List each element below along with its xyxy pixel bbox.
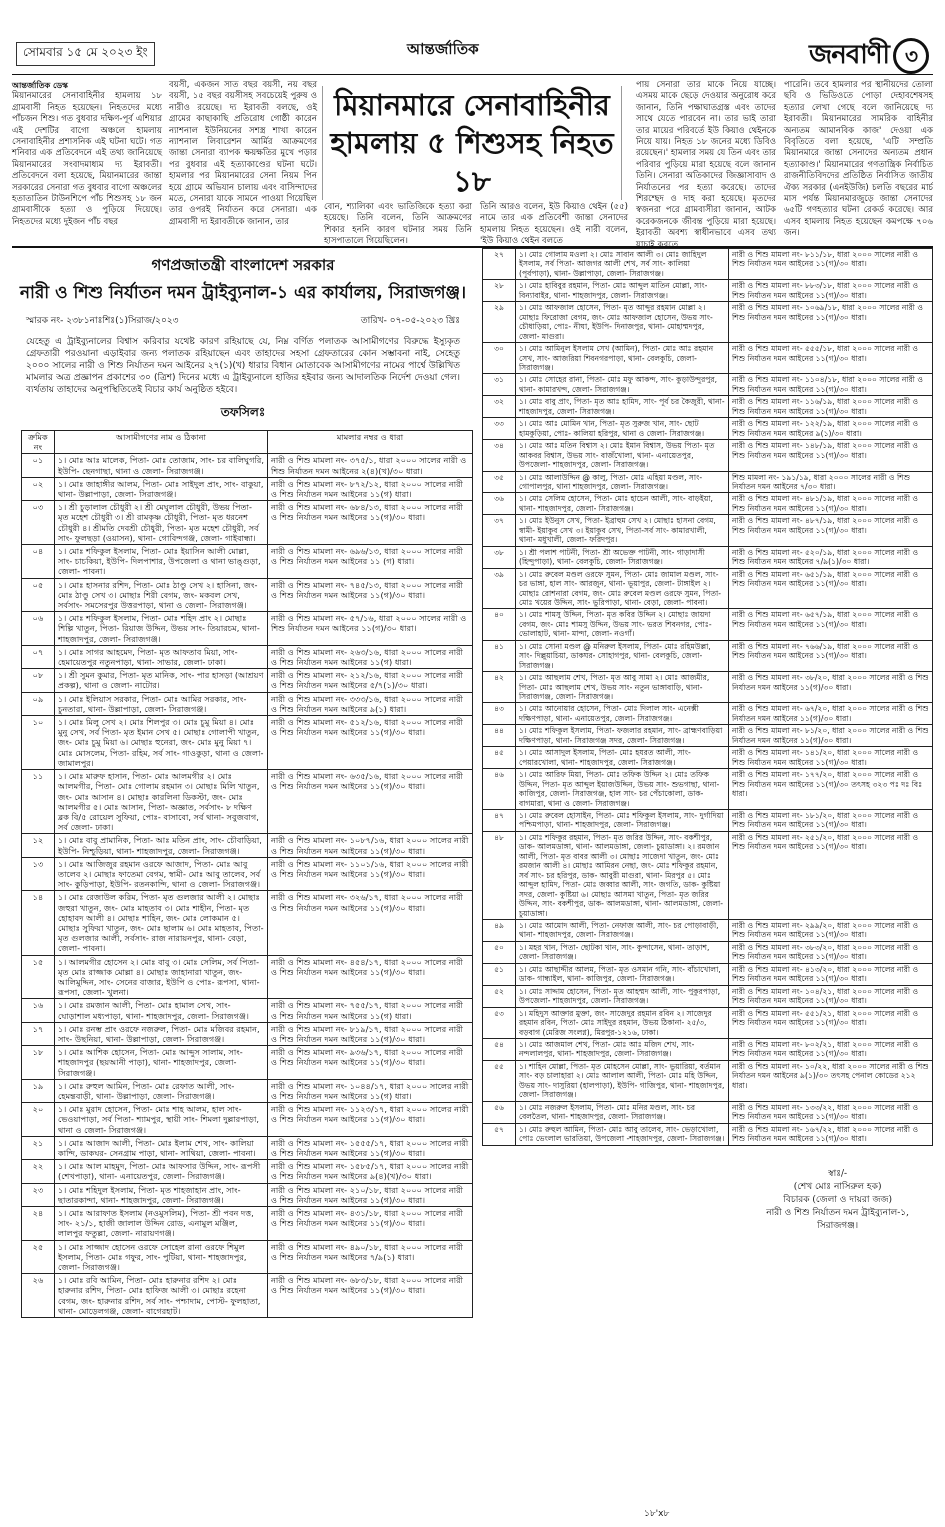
table-row [483,440,933,471]
table-row [483,515,933,546]
table-row [22,770,473,834]
table-body-left [22,454,473,1318]
serial-cell: ২৩ [22,1183,55,1206]
accused-cell: ১। শ্রী চুড়ালাল চৌধুরী ২। শ্রী মেঘুলাল চৌধুরী, উভয় পিতা- মৃত মহেশ চৌধুরী ৩। শ্রী রামকৃষ্ণ চৌধুরী, পিতা- মৃত ধরনেশ চৌধুরী ৪। শ্রীমতি দেবশ্রী চৌধুরী, পিতা- মৃত মহেশ চৌধুরী, সর্ব সাং- ফুলছড়া (ওয়াসন), থানা- গোবিন্দগঞ্জ, জেলা- গাইবান্ধা। [55,501,268,545]
case-cell: নারী ও শিশু মামলা নং- ১৫৮৫/১৭, ধারা ২০০০ সালের নারী ও শিশু নির্যাতন দমন আইনের ৯(৪)(খ)/৩০ ধারা। [268,1160,473,1183]
table-row [483,546,933,568]
accused-cell: ১। মোঃ সোনা মণ্ডল @ মনিরুল ইসলাম, পিতা- মোঃ রহিমউল্লা, সাং- দিল্লুয়াচিয়া, ডাকঘর- সোহাগপুর, থানা- বেলকুচি, জেলা- সিরাজগঞ্জ। [516,640,729,671]
table-row [483,941,933,963]
case-cell: নারী ও শিশু মামলা নং- ৮০২/২১, ধারা ২০০০ সালের নারী ও শিশু নির্যাতন দমন আইনের ১১(গ)/৩০ ধারা। [729,1038,933,1060]
accused-cell: ১। মোঃ শফিকুর রহমান, পিতা- মৃত জরির উদ্দিন, সাং- বকশীপুর, ডাক- আলমডাঙ্গা, থানা- আলমডাঙ্গা, জেলা- চুয়াডাঙ্গা। ২। রমজান আলী, পিতা- মৃত বাবর আলী ৩। মোছাঃ সাজেদা খাতুন, জং- মোঃ রমজান আলী ৪। মোছাঃ আমিরন নেছা, জং- মোঃ শফিকুর রহমান, সর্ব সাং- চর হরিপুর, ডাক- আবুরী মাগুরা, থানা- মিরপুর ৫। মোঃ আব্দুল হামিদ, পিতা- মোঃ জব্বার আলী, সাং- জগতি, ডাক- কুষ্টিয়া সদর, জেলা- কুষ্টিয়া ৬। মোছাঃ আসমা খাতুন, পিতা- মৃত জরির উদ্দিন, সাং- বকশীপুর, ডাক- আলমডাঙ্গা, থানা- আলমডাঙ্গা, জেলা- চুয়াডাঙ্গা। [516,831,729,919]
serial-cell: ১৮ [22,1046,55,1080]
accused-cell: ১। মোঃ আফজাল হোসেন, পিতা- মৃত আব্দুর রহমান মোল্লা ২। মোছাঃ ফিরোজা বেগম, জং- মোঃ আফজাল হোসেন, উভয় সাং- চৌধাড়িয়া, পোঃ- নীঘা, ইউপি- দিনাজপুর, থানা- মোহাম্মদপুর, জেলা- মাগুরা। [516,302,729,343]
table-row [483,1007,933,1038]
table-row [22,645,473,668]
case-cell: নারী ও শিশু মামলা নং- ৩৮/২০, ধারা ২০০০ সালের নারী ও শিশু নির্যাতন দমন আইনের ১১(গ)/৩০ ধারা। [729,672,933,703]
serial-cell: ০৩ [22,501,55,545]
accused-cell: ১। মোঃ রুহুল আমিন, পিতা- মোঃ রেফাত আলী, সাং- হেমন্তবাড়ী, থানা- উল্লাপাড়া, জেলা- সিরাজগঞ্জ। [55,1079,268,1102]
memo-number: স্মারক নং- ২৩৮১নাঃশিঃ(১)সিরাজ/২০২৩ [26,316,179,326]
case-cell: নারী ও শিশু মামলা নং- ৪৩১/১৮, ধারা ২০০০ সালের নারী ও শিশু নির্যাতন দমন আইনের ১১(গ)/৩০ ধারা। [268,1207,473,1241]
accused-cell: ১। মোঃ আঃ মোমিন খান, পিতা- মৃত সুরুজ খান, সাং- ছোট হামকুড়িয়া, পোঃ- কালিয়া হরিপুর, থানা ও জেলা- সিরাজগঞ্জ। [516,418,729,440]
serial-cell: ৩৬ [483,493,516,515]
col-header-serial: ক্রমিক নং [22,431,55,454]
accused-cell: ১। মোঃ আনোয়ার হোসেন, পিতা- মোঃ দিলাল সাং- এনেক্সী দক্ষিণপাড়া, থানা- এনায়েতপুর, জেলা- সিরাজগঞ্জ। [516,703,729,725]
serial-cell: ৩৩ [483,418,516,440]
table-row [483,985,933,1007]
table-row [22,1136,473,1159]
table-row [483,374,933,396]
table-row [483,810,933,832]
accused-cell: ১। মোঃ শহিদুল ইসলাম, পিতা- মৃত শাহজাহান প্রাং, সাং- ছাতারকান্দা, থানা- শাহজাদপুর, জেলা- সিরাজগঞ্জ। [55,1183,268,1206]
col-header-case: মামলার নম্বর ও ধারা [268,431,473,454]
table-row [22,999,473,1022]
serial-cell: ১০ [22,716,55,770]
case-cell: নারী ও শিশু মামলা নং- ৩২৬/১৭, ধারা ২০০০ সালের নারী ও শিশু নির্যাতন দমন আইনের ১১(গ)/৩০ ধারা। [268,891,473,955]
ad-code: ১৮'x৮ [644,1509,670,1519]
table-row [22,454,473,477]
accused-cell: ১। মোঃ বাবু প্রাং, পিতা- মৃত আঃ হামিদ, সাং- পূর্ব চর কৈজুরী, থানা- শাহজাদপুর, জেলা- সিরাজগঞ্জ। [516,396,729,418]
serial-cell: ২৪ [22,1207,55,1241]
accused-cell: ১। মোঃ আছাদ্দীর আলম, পিতা- মৃত ওসমান গনি, সাং- বাঁচাখোলা, ডাক- গান্ধাইল, থানা- কাজিপুর, জেলা- সিরাজগঞ্জ। [516,963,729,985]
accused-cell: ১। মোঃ সাদ্দাম হোসেন, পিতা- মৃত আহম্মদ আলী, সাং- পুকুরপাড়া, উপজেলা- শাহজাদপুর, জেলা- সিরাজগঞ্জ। [516,985,729,1007]
case-cell: নারী ও শিশু মামলা নং- ২৫১/২০, ধারা ২০০০ সালের নারী ও শিশু নির্যাতন দমন আইনের ১১(গ)/৩০ ধারা। [729,831,933,919]
table-row [483,1060,933,1101]
table-row [22,1274,473,1318]
table-row [483,343,933,374]
case-cell: নারী ও শিশু মামলা নং- ৮৮৩/১৮, ধারা ২০০০ সালের নারী ও শিশু নির্যাতন দমন আইনের ১১(গ)/৩০ ধারা। [729,280,933,302]
accused-cell: ১। মোঃ আরিফ মিয়া, পিতা- মোঃ তফিক উদ্দিন ২। মোঃ তফিক উদ্দিন, পিতা- মৃত আব্দুল ইয়াজউদ্দিন, উভয় সাং- শুভগাছা, থানা- কাজিপুর, জেলা- সিরাজগঞ্জ, হাল সাং- চর পেঁচাকোলা, ডাক- বাগমারা, থানা ও জেলা- সিরাজগঞ্জ। [516,769,729,810]
table-row [483,672,933,703]
accused-cell: ১। মোঃ সাগর আহমেদ, পিতা- মৃত আফতাব মিয়া, সাং- হেমায়েতপুর নতুনপাড়া, থানা- সাভার, জেলা- ঢাকা। [55,645,268,668]
accused-cell: ১। মোঃ আজাদ আলী, পিতা- মোঃ ইলাম শেখ, সাং- কালিয়া কান্দি, ডাকঘর- সেনগ্রাম পাড়া, থানা- সাথিয়া, জেলা- পাবনা। [55,1136,268,1159]
table-row [483,831,933,919]
case-cell: নারী ও শিশু মামলা নং- ১৩৩/২২, ধারা ২০০০ সালের নারী ও শিশু নির্যাতন দমন আইনের ১১(গ)/৩০ ধারা। [729,1101,933,1123]
accused-cell: ১। মোঃ হাসনার রশিদ, পিতা- মোঃ ঠাণ্ডু সেখ ২। হাসিনা, জং- মোঃ ঠাণ্ডু সেখ ৩। মোছাঃ শিরী বেগম, জং- মকবল সেখ, সর্বসাং- সমসেরপুর উত্তরপাড়া, থানা ও জেলা- সিরাজগঞ্জ। [55,578,268,612]
serial-cell: ০৭ [22,645,55,668]
table-row [483,703,933,725]
table-row [483,769,933,810]
serial-cell: ২৫ [22,1240,55,1274]
case-cell: নারী ও শিশু মামলা নং- ২৬৩/১৬, ধারা ২০০০ সালের নারী ও শিশু নির্যাতন দমন আইনের ১১(গ) ধারা। [268,645,473,668]
table-row [22,1160,473,1183]
serial-cell: ৪৪ [483,725,516,747]
accused-cell: ১। মোঃ রনম্ভ প্রাং ওরফে নজরুল, পিতা- মোঃ মজিবর রহমান, সাং- উছনিয়া, থানা- উল্লাপাড়া, জেলা- সিরাজগঞ্জ। [55,1022,268,1045]
case-cell: নারী ও শিশু মামলা নং- ৮৭২/১২, ধারা ২০০০ সালের নারী ও শিশু নির্যাতন দমন আইনের ১১(গ) ধারা। [268,477,473,500]
serial-cell: ৪৮ [483,831,516,919]
table-row [22,1183,473,1206]
table-row [22,501,473,545]
serial-cell: ২১ [22,1136,55,1159]
table-row [22,477,473,500]
serial-cell: ২৯ [483,302,516,343]
case-cell: নারী ও শিশু মামলা নং- ১৪১/২০, ধারা ২০০০ সালের নারী ও শিশু নির্যাতন দমন আইনের ১১(গ)/৩০ ধারা। [729,747,933,769]
accused-cell: ১। মোঃ গোলাম মওলা ২। মোঃ সাবান আলী ৩। মোঃ জাহিদুল ইসলাম, সর্ব পিতা- আজগর আলী শেখ, সর্ব সাং- কালিয়া (পূর্বপাড়া), থানা- উল্লাপাড়া, জেলা- সিরাজগঞ্জ। [516,249,729,280]
accused-cell: ১। মোঃ মুরাদ হোসেন, পিতা- মোঃ শাহ আলম, হাল সাং- ভেওয়াপাড়া, সর্ব পিতা- শ্যামপুর, স্থায়ী সাং- শিমলা দুল্লারপাড়া, থানা ও জেলা- সিরাজগঞ্জ। [55,1103,268,1137]
serial-cell: ৩৪ [483,440,516,471]
serial-cell: ৩০ [483,343,516,374]
case-cell: নারী ও শিশু মামলা নং- ১০৬৯/১৮, ধারা ২০০০ সালের নারী ও শিশু নির্যাতন দমন আইনের ১১(গ)/৩০ ধারা। [729,302,933,343]
serial-cell: ০৮ [22,669,55,692]
accused-cell: ১। মোঃ আছলাম শেখ, পিতা- মৃত আবু সামা ২। মোঃ আজমীর, পিতা- মোঃ আছলাম শেখ, উভয় সাং- নতুন ভাঙ্গাবাড়ি, থানা- সিরাজগঞ্জ, জেলা- সিরাজগঞ্জ। [516,672,729,703]
serial-cell: ২০ [22,1103,55,1137]
case-cell: নারী ও শিশু মামলা নং- ৯৩৬/১৭, ধারা ২০০০ সালের নারী ও শিশু নির্যাতন দমন আইনের ১১(গ)/৩০ ধারা। [268,1046,473,1080]
serial-cell: ৪৫ [483,747,516,769]
table-row [483,568,933,609]
table-row [483,280,933,302]
signature-sd: স্বাঃ/- [828,1168,848,1179]
case-cell: নারী ও শিশু মামলা নং- ৬৩৫/১৬, ধারা ২০০০ সালের নারী ও শিশু নির্যাতন দমন আইনের ১১(গ)/৩০ ধারা। [268,770,473,834]
notice-government: গণপ্রজাতন্ত্রী বাংলাদেশ সরকার [151,256,335,274]
case-cell: নারী ও শিশু মামলা নং- ৭৪৫/১৩, ধারা ২০০০ সালের নারী ও শিশু নির্যাতন দমন আইনের ১১(গ)/৩০ ধারা। [268,578,473,612]
col-header-name: আসামীগণের নাম ও ঠিকানা [55,431,268,454]
table-row [483,725,933,747]
table-row [22,1103,473,1137]
accused-cell: ১। মোঃ আরাফাত ইসলাম (নওমুসলিম), পিতা- শ্রী পবন দত্ত, সাং- ২১/১, হাজী জালাল উদ্দিন রোড, এনামুল মঞ্জিল, লালপুর ফতুল্লা, জেলা- নারায়ণগঞ্জ। [55,1207,268,1241]
notice-left-column [12,248,474,1318]
case-cell: নারী ও শিশু মামলা নং- ২১০/১৮, ধারা ২০০০ সালের নারী ও শিশু নির্যাতন দমন আইনের ১১(গ)/৩০ ধারা। [268,1183,473,1206]
signature-place: সিরাজগঞ্জ। [817,1220,859,1231]
serial-cell: ১৪ [22,891,55,955]
article-byline: আন্তর্জাতিক ডেস্ক [12,81,68,90]
serial-cell: ৩৭ [483,515,516,546]
article-col-4: তিনি আরও বলেন, ইউ কিয়াও থেইন (৫৫) নামে তার এক প্রতিবেশী জান্তা সেনাদের হামলায় নিহত হয়েছেন। ওই নারী বলেন, 'ইউ কিয়াও থেইন বলতে [480,202,628,247]
accused-cell: ১। মোঃ নজরুল ইসলাম, পিতা- মোঃ মনির মণ্ডল, সাং- চর বেলতৈল, থানা- শাহজাদপুর, জেলা- সিরাজগঞ্জ। [516,1101,729,1123]
accused-cell: ১। মহিদুস আক্তার মুক্তা, জং- সাজেদুর রহমান রবিন ২। সাজেদুর রহমান রবিন, পিতা- মোঃ সাইদুর রহমান, উভয় ঠিকানা- ২৫/৩, বড়বাগ (মেরিজ সংলগ্ন), মিরপুর-১২১৬, ঢাকা। [516,1007,729,1038]
serial-cell: ৪৭ [483,810,516,832]
table-row [483,609,933,640]
case-cell: নারী ও শিশু মামলা নং- ৭৫৫/১৭, ধারা ২০০০ সালের নারী ও শিশু নির্যাতন দমন আইনের ১১(গ) ধারা। [268,999,473,1022]
accused-cell: ১। মোঃ আসাদুল ইসলাম, পিতা- মোঃ হযরত আলী, সাং- পেয়ারখোলা, থানা- শাহজাদপুর, জেলা- সিরাজগঞ্জ। [516,747,729,769]
serial-cell: ৫২ [483,985,516,1007]
article-col-1 [12,80,162,228]
table-row [483,396,933,418]
case-cell: নারী ও শিশু মামলা নং- ১১৬/১৯, ধারা ২০০০ সালের নারী ও শিশু নির্যাতন দমন আইনের ১১(গ)/৩০ ধারা। [729,396,933,418]
case-cell: নারী ও শিশু মামলা নং- ১৫৫৫/১৭, ধারা ২০০০ সালের নারী ও শিশু নির্যাতন দমন আইনের ১১(গ)/৩০ ধারা। [268,1136,473,1159]
case-cell: নারী ও শিশু মামলা নং- ৮১৯/১৭, ধারা ২০০০ সালের নারী ও শিশু নির্যাতন দমন আইনের ১১(গ)/৩০ ধারা। [268,1022,473,1045]
accused-cell: ১। মোঃ শফিকুল ইসলাম, পিতা- ফজলার রহমান, সাং- ব্রাহ্মণবাড়িয়া দক্ষিণপাড়া, থানা- সিরাজগঞ্জ সদর, জেলা- সিরাজগঞ্জ। [516,725,729,747]
table-row [22,716,473,770]
case-cell: নারী ও শিশু মামলা নং- ৩৩৩/১৬, ধারা ২০০০ সালের নারী ও শিশু নির্যাতন দমন আইনের ৯(১) ধারা। [268,692,473,715]
case-cell: নারী ও শিশু মামলা নং- ১১২৩/১৭, ধারা ২০০০ সালের নারী ও শিশু নির্যাতন দমন আইনের ১১(গ)/৩০ ধারা। [268,1103,473,1137]
table-row [22,1079,473,1102]
serial-cell: ০৪ [22,545,55,579]
logo-text: জনবাণী [809,40,889,70]
serial-cell: ১৯ [22,1079,55,1102]
accused-cell: ১। মোঃ আলাউদ্দিন @ কালু, পিতা- মোঃ এহিয়া মণ্ডল, সাং- গোপালপুর, থানা শাহজাদপুর, জেলা- সিরাজগঞ্জ। [516,471,729,493]
notice-right-column [482,248,933,1146]
table-row [483,920,933,942]
article-col-3: বোন, শ্যালিকা এবং ভাতিজিকে হত্যা করা হয়েছে। তিনি বলেন, তিনি আক্রমণের শিকার হননি কারণ ঘটনার সময় তিনি হাসপাতালে গিয়েছিলেন। [324,202,472,247]
accused-cell: ১। মোঃ ইউনুস সেখ, পিতা- ইব্রাহুম সেখ ২। মোছাঃ হাসনা বেগম, স্বামী- ইয়াকুব সেখ ৩। ইয়াকুব সেখ, পিতা-সর্ব সাং- কামারখালী, থানা- মধুখালী, জেলা- ফরিদপুর। [516,515,729,546]
table-row [483,493,933,515]
case-cell: নারী ও শিশু মামলা নং- ৫৫১/২১, ধারা ২০০০ সালের নারী ও শিশু নির্যাতন দমন আইনের ১১(গ)/৩০ ধারা। [729,1007,933,1038]
signature-title: বিচারক (জেলা ও দায়রা জজ) [783,1194,892,1205]
notice-ref-line [26,313,460,328]
serial-cell: ৫৩ [483,1007,516,1038]
table-row [22,1240,473,1274]
accused-cell: ১। মোঃ সাজ্জাদ হোসেন ওরফে সোহেল রানা ওরফে শিমুল ইসলাম, পিতা- মোঃ গফুর, সাং- পুটিয়া, থানা- শাহজাদপুর, জেলা- সিরাজগঞ্জ। [55,1240,268,1274]
schedule-title: তফসিলঃ [220,405,266,419]
serial-cell: ১১ [22,770,55,834]
serial-cell: ১৫ [22,955,55,999]
serial-cell: ০৯ [22,692,55,715]
accused-cell: ১। মোঃ রমজান আলী, পিতা- মোঃ হামাল সেখ, সাং- ঘোড়াশাল মধ্যপাড়া, থানা- শাহজাদপুর, জেলা- সিরাজগঞ্জ। [55,999,268,1022]
case-cell: নারী ও শিশু মামলা নং- ৭৬৬/১৯, ধারা ২০০০ সালের নারী ও শিশু নির্যাতন দমন আইনের ১১(গ)/৩০ ধারা। [729,640,933,671]
case-cell: নারী ও শিশু মামলা নং- ৪৯০/১৮, ধারা ২০০০ সালের নারী ও শিশু নির্যাতন দমন আইনের ৭/৯(১) ধারা। [268,1240,473,1274]
case-cell: নারী ও শিশু মামলা নং- ৫৫৫/১৮, ধারা ২০০০ সালের নারী ও শিশু নির্যাতন দমন আইনের ১১(গ)/৩০ ধারা। [729,343,933,374]
table-row [483,640,933,671]
accused-cell: ১। মোঃ শফিকুল ইসলাম, পিতা- মোঃ শহিদ প্রাং ২। মোছাঃ শিল্পি খাতুন, পিতা- রিয়াজ উদ্দিন, উভয় সাং- তিয়ারচম, থানা- শাহজাদপুর, জেলা- সিরাজগঞ্জ। [55,612,268,646]
serial-cell: ১৬ [22,999,55,1022]
accused-cell: ১। মোঃ আঃ মতিন বিশ্বাস ২। মোঃ ইমান বিশ্বাস, উভয় পিতা- মৃত আকবর বিশ্বাস, উভয় সাং- বাজঁখোলা, থানা- এনায়েতপুর, উপজেলা- শাহজাদপুর, জেলা- সিরাজগঞ্জ। [516,440,729,471]
serial-cell: ৩৮ [483,546,516,568]
case-cell: নারী ও শিশু মামলা নং- ৪৮১/১৯, ধারা ২০০০ সালের নারী ও শিশু নির্যাতন দমন আইনের ১১(গ)/৩০ ধারা। [729,493,933,515]
case-cell: নারী ও শিশু মামলা নং- ৪১৩/২০, ধারা ২০০০ সালের নারী ও শিশু নির্যাতন দমন আইনের ১১(গ)/৩০ ধারা। [729,963,933,985]
table-row [22,1207,473,1241]
table-row [22,692,473,715]
accused-table-right [482,248,933,1146]
case-cell: নারী ও শিশু মামলা নং- ১০৪/২১, ধারা ২০০০ সালের নারী ও শিশু নির্যাতন দমন আইনের ১১(গ)/৩০ ধারা। [729,985,933,1007]
serial-cell: ৪১ [483,640,516,671]
accused-cell: ১। মোঃ হাবিবুর রহমান, পিতা- মোঃ আব্দুল মাতিন মোল্লা, সাং- বিন্যাবাইর, থানা- শাহজাদপুর, জেলা- সিরাজগঞ্জ। [516,280,729,302]
case-cell: নারী ও শিশু মামলা নং- ১২২/১৯, ধারা ২০০০ সালের নারী ও শিশু নির্যাতন দমন আইনের ৯(১)/৩০ ধারা। [729,418,933,440]
case-cell: নারী ও শিশু মামলা নং- ৪৮৭/১৯, ধারা ২০০০ সালের নারী ও শিশু নির্যাতন দমন আইনের ১১(গ)/৩০ ধারা। [729,515,933,546]
accused-cell: ১। মোঃ আমোদ আলী, পিতা- নেফাজ আলী, সাং- চর পোড়াবাড়ী, থানা- শাহজাদপুর, জেলা- সিরাজগঞ্জ। [516,920,729,942]
case-cell: নারী ও শিশু মামলা নং- ১৬৭/২২, ধারা ২০০০ সালের নারী ও শিশু নির্যাতন দমন আইনের ১১(গ)/৩০ ধারা। [729,1123,933,1145]
accused-cell: ১। মোঃ আমিনুল ইসলাম সেখ (আমিন), পিতা- মোঃ আঃ রহমান সেখ, সাং- আজরিয়া শিবনগরপাড়া, থানা- বেলকুচি, জেলা- সিরাজগঞ্জ। [516,343,729,374]
case-cell: শিশু মামলা নং- ১৯১/১৯, ধারা ২০০০ সালের নারী ও শিশু নির্যাতন দমন আইনের ৭/৩০ ধারা। [729,471,933,493]
case-cell: নারী ও শিশু মামলা নং- ৫২০/১৯, ধারা ২০০০ সালের নারী ও শিশু নির্যাতন দমন আইনের ৭/৯(১)/৩০ ধারা। [729,546,933,568]
serial-cell: ৫৭ [483,1123,516,1145]
table-row [22,955,473,999]
accused-cell: ১। মোঃ আজিজুর রহমান ওরফে আজাদ, পিতা- মোঃ আবু তালেব ২। মোছাঃ ফাতেমা বেগম, স্বামী- মোঃ আবু তালেব, সর্ব সাং- কুড়িপাড়া, ইউপি- রতনকান্দি, থানা ও জেলা- সিরাজগঞ্জ। [55,857,268,891]
accused-cell: ১। মোঃ আশিক হোসেন, পিতা- মোঃ আব্দুস সালাম, সাং- শাহজাদপুর (ছয়আনী পাড়া), থানা- শাহজাদপুর, জেলা- সিরাজগঞ্জ। [55,1046,268,1080]
accused-cell: ১। আলমগীর হোসেন ২। মোঃ বাবু ৩। মোঃ সেলিম, সর্ব পিতা- মৃত মোঃ রাজ্জাক মোল্লা ৪। মোছাঃ জাহানারা খাতুন, জং- আলিমুদ্দিন, সাং- সেনের বাজার, ইউপি ও পোঃ- রূপসা, থানা- রূপসা, জেলা- খুলনা। [55,955,268,999]
accused-cell: ১। মোঃ আল মাহমুদ, পিতা- মোঃ আফসার উদ্দিন, সাং- রূপসী (শেখপাড়া), থানা- এনায়েতপুর, জেলা- সিরাজগঞ্জ। [55,1160,268,1183]
serial-cell: ০১ [22,454,55,477]
serial-cell: ১২ [22,834,55,857]
serial-cell: ২৬ [22,1274,55,1318]
accused-cell: ১। মহর খান, পিতা- ছোটকা খান, সাং- কুন্দাসেন, থানা- তাড়াশ, জেলা- সিরাজগঞ্জ। [516,941,729,963]
table-row [22,1046,473,1080]
serial-cell: ৩৫ [483,471,516,493]
accused-cell: ১। মোঃ মিলু সেখ ২। মোঃ শিলপুর ৩। মোঃ চুমু মিয়া ৪। মোঃ মুনু সেখ, সর্ব পিতা- মৃত ইমান সেখ ৫। মোছাঃ গোলাপী খাতুন, জং- মোঃ চুমু মিয়া ৬। মোছাঃ হুনেরা, জং- মোঃ মুনু মিয়া ৭। মোঃ মোসলেম, পিতা- রহিম, সর্ব সাং- গাওকুড়া, থানা ও জেলা- জামালপুর। [55,716,268,770]
accused-cell: ১। শ্রী পলাশ পাটনী, পিতা- শ্রী অভেক্ত পাটনী, সাং- গাড়াদাসী (হিন্দুপাড়া), থানা- বেলকুচি, জেলা- সিরাজগঞ্জ। [516,546,729,568]
case-cell: নারী ও শিশু মামলা নং- ৪৫৪/১৭, ধারা ২০০০ সালের নারী ও শিশু নির্যাতন দমন আইনের ১১(গ)/৩০ ধারা। [268,955,473,999]
table-row [483,249,933,280]
case-cell: নারী ও শিশু মামলা নং- ৬৮৪/১৩, ধারা ২০০০ সালের নারী ও শিশু নির্যাতন দমন আইনের ১১(গ)/৩০ ধারা। [268,501,473,545]
serial-cell: ০৬ [22,612,55,646]
accused-cell: ১। মোঃ সোহের রানা, পিতা- মোঃ মফু আকন্দ, সাং- কুড়াউন্দুরপুর, থানা- কামারখন্দ, জেলা- সিরাজগঞ্জ। [516,374,729,396]
section-title: আন্তর্জাতিক [407,40,479,58]
serial-cell: ১৩ [22,857,55,891]
accused-cell: ১। শ্রী সুমন কুমার, পিতা- মৃত মানিক, সাং- পার হাসড়া (আশ্রয়ণ প্রকল্প), থানা ও জেলা- নাটোর। [55,669,268,692]
accused-cell: ১। মোঃ শামসু উদ্দিন, পিতা- মৃত কবির উদ্দিন ২। মোছাঃ জায়দা বেগম, জং- মোঃ শামসু উদ্দিন, উভয় সাং- ভরত শিবনগর, পোঃ- ভোলাহাট, থানা- মান্দা, জেলা- নওগাঁ। [516,609,729,640]
accused-cell: ১। মোঃ শফিকুল ইসলাম, পিতা- মোঃ ইয়াসিন আলী মোল্লা, সাং- চাচকিয়া, ইউপি- দিলপাশার, উপজেলা ও থানা ভাঙ্গুড়া, জেলা- পাবনা। [55,545,268,579]
serial-cell: ২৮ [483,280,516,302]
case-cell: নারী ও শিশু মামলা নং- ৩৭৫/১, ধারা ২০০০ সালের নারী ও শিশু নির্যাতন দমন আইনের ২(৪)(খ)/৩০ ধারা। [268,454,473,477]
table-row [22,612,473,646]
accused-cell: ১। মোঃ রুবেল মণ্ডল ওরফে সুমন, পিতা- মোঃ জামাল মণ্ডল, সাং- চর ভাঙ্গা, হাল সাং- আরজুন, থানা- ভূয়াপুর, জেলা- টাঙ্গাইল ২। মোছাঃ রোশনারা বেগম, জং- মোঃ রুবেল মণ্ডল ওরফে সুমন, পিতা- মোঃ খয়ের উদ্দিন, সাং- ভুরিপাড়া, থানা- বেড়া, জেলা- পাবনা। [516,568,729,609]
table-row [483,418,933,440]
accused-cell: ১। মোঃ রেজাউল করিম, পিতা- মৃত গুলজার আলী ২। মোছাঃ জহুরা খাতুন, জং- মোঃ মাহতাব ৩। মোঃ শাহীন, পিতা- মৃত হোহাবদ আলী ৪। মোছাঃ শাহিন, জং- মোঃ লোকমান ৫। মোছাঃ সুফিয়া খাতুন, জং- মোঃ ছালাম ৬। মোঃ মাহতাব, পিতা- মৃত গুলজার আলী, সর্বসাং- রাজ নারায়নপুর, থানা- বেড়া, জেলা- পাবনা। [55,891,268,955]
table-row [22,669,473,692]
table-row [483,963,933,985]
case-cell: নারী ও শিশু মামলা নং- ৬৯৬/১৩, ধারা ২০০০ সালের নারী ও শিশু নির্যাতন দমন আইনের ১১ (গ) ধারা। [268,545,473,579]
serial-cell: ৪৬ [483,769,516,810]
case-cell: নারী ও শিশু মামলা নং- ১০৮৭/১৬, ধারা ২০০০ সালের নারী ও শিশু নির্যাতন দমন আইনের ১১(গ)/৩০ ধারা। [268,834,473,857]
case-cell: নারী ও শিশু মামলা নং- ৩৮৩/২০, ধারা ২০০০ সালের নারী ও শিশু নির্যাতন দমন আইনের ১১(গ)/৩০ ধারা। [729,941,933,963]
table-row [22,1022,473,1045]
case-cell: নারী ও শিশু মামলা নং- ১০৪৪/১৭, ধারা ২০০০ সালের নারী ও শিশু নির্যাতন দমন আইনের ১১(গ) ধারা। [268,1079,473,1102]
page-header [12,34,933,75]
accused-cell: ১। মোঃ সেলিম হোসেন, পিতা- মোঃ হাচেন আলী, সাং- বাড়ইয়া, থানা- শাহজাদপুর, জেলা- সিরাজগঞ্জ। [516,493,729,515]
serial-cell: ৩২ [483,396,516,418]
case-cell: নারী ও শিশু মামলা নং- ১০/২২, ধারা ২০০০ সালের নারী ও শিশু নির্যাতন দমন আইনের ৯(১)/৩০ তৎসহ পেনাল কোডের ২১২ ধারা। [729,1060,933,1101]
case-cell: নারী ও শিশু মামলা নং- ৮১/২০, ধারা ২০০০ সালের নারী ও শিশু নির্যাতন দমন আইনের ১১(গ)/৩০ ধারা। [729,725,933,747]
serial-cell: ৫৬ [483,1101,516,1123]
table-row [483,1038,933,1060]
serial-cell: ৩৯ [483,568,516,609]
accused-cell: ১। মোঃ রুহুল আমিন, পিতা- মোঃ আবু তালেব, সাং- ভেড়াখোলা, পোঃ ভেংলাল ভারতিয়া, উপজেলা -শাহজাদপুর, জেলা- সিরাজগঞ্জ। [516,1123,729,1145]
serial-cell: ৪২ [483,672,516,703]
newspaper-logo [809,34,929,78]
accused-table-left [21,430,473,1318]
accused-cell: ১। শাহিন মোল্লা, পিতা- মৃত মোহসেন মোল্লা, সাং- ভুয়ারিয়া, বর্তমান সাং- বড় চালাহারা ২। মোঃ আলাল আলী, পিতা- মোঃ মহি উদ্দিন, উভয় সাং- দাসুরিয়া (হালপাড়া), ইউপি- গাজিপুর, থানা- শাহজাদপুর, জেলা- সিরাজগঞ্জ। [516,1060,729,1101]
case-cell: নারী ও শিশু মামলা নং- ২৯৯/২০, ধারা ২০০০ সালের নারী ও শিশু নির্যাতন দমন আইনের ১১(গ)/৩০ ধারা। [729,920,933,942]
notice-body: যেহেতু এ ট্রাইব্যুনালের বিশ্বাস করিবার যথেষ্ট কারণ রহিয়াছে যে, নিম্ন বর্ণিত পলাতক আসামীগণের বিরুদ্ধে ইস্যুকৃত গ্রেফতারী পরওয়ানা এড়াইবার জন্য পলাতক রহিয়াছেন এবং তাহাদের সহসা গ্রেফতারের কোন সম্ভাবনা নাই, সেহেতু ২০০০ সালের নারী ও শিশু নির্যাতন দমন আইনের ২৭(১)(খ) ধারার বিধান মোতাবেক আসামীগণের নামের পার্শ্বে উল্লিখিত মামলার অত্র প্রজ্ঞাপন প্রকাশের ৩০ (ত্রিশ) দিনের মধ্যে এ ট্রাইব্যুনালে হাজির হইবার জন্য আদালতিক নির্দেশ দেওয়া গেল। ব্যর্থতায় তাহাদের অনুপস্থিতিতেই বিচার কার্য অনুষ্ঠিত হইবে। [26,337,460,395]
case-cell: নারী ও শিশু মামলা নং- ১১০৪/১৮, ধারা ২০০০ সালের নারী ও শিশু নির্যাতন দমন আইনের ১১(গ)/৩০ ধারা। [729,374,933,396]
case-cell: নারী ও শিশু মামলা নং- ১১০১/১৬, ধারা ২০০০ সালের নারী ও শিশু নির্যাতন দমন আইনের ১১(গ)/৩০ ধারা। [268,857,473,891]
serial-cell: ৫১ [483,963,516,985]
case-cell: নারী ও শিশু মামলা নং- ১৭৭/২০, ধারা ২০০০ সালের নারী ও শিশু নির্যাতন দমন আইনের ১১(গ)/৩০ তৎসহ ৩২৩ পঃ দঃ বিঃ ধারা। [729,769,933,810]
table-row [22,578,473,612]
serial-cell: ০২ [22,477,55,500]
serial-cell: ৪৩ [483,703,516,725]
serial-cell: ২২ [22,1160,55,1183]
table-row [22,891,473,955]
table-header-row [22,431,473,454]
accused-cell: ১। মোঃ বাবু প্রামানিক, পিতা- আঃ মতিন প্রাং, সাং- চৌবাড়িয়া, ইউপি- নিশ্চুড়িয়া, থানা- শাহজাদপুর, জেলা- সিরাজগঞ্জ। [55,834,268,857]
table-row [22,834,473,857]
signature-name: (শেখ মোঃ নাসিরুল হক) [793,1181,882,1192]
table-row [22,857,473,891]
issue-date: সোমবার ১৫ মে ২০২৩ ইং [16,42,155,66]
notice-office: নারী ও শিশু নির্যাতন দমন ট্রাইব্যুনাল-১ এর কার্যালয়, সিরাজগঞ্জ। [19,283,467,303]
serial-cell: ৫৪ [483,1038,516,1060]
signature-block [766,1168,909,1233]
table-row [483,1123,933,1145]
accused-cell: ১। মোঃ মারুফ হাসান, পিতা- মোঃ আলমগীর ২। মোঃ আলমগীর, পিতা- মোঃ গোলাম রহমান ৩। মোছাঃ মিলি খাতুন, জং- মোঃ আসান ৪। মোছাঃ কারলিনা ডিকস্টা, জং- মোঃ আলমগীর ৫। মোঃ আসান, পিতা- অজ্ঞাত, সর্বসাং- ৮ দক্ষিণ ব্লক বি/৫ রোয়েল সুফিয়া, পোঃ- বাসাবো, সর্ব থানা- সবুজবাগ, সর্ব জেলা- ঢাকা। [55,770,268,834]
accused-cell: ১। মোঃ রবি আমিন, পিতা- মোঃ হারুনার রশিদ ২। মোঃ হারুনার রশিদ, পিতা- মোঃ হাফিজ আলী ৩। মোছাঃ রহেনা বেগম, জং- হারুনার রশিদ, সর্ব সাং- পশ্চাদাম, পোস্ট- ফুলহাতা, থানা- মোড়েলগঞ্জ, জেলা- বাগেরহাট। [55,1274,268,1318]
article-col-6: পারেনি। তবে হামলার পর স্থানীয়দের তোলা ছবি ও ভিডিওতে পোড়া দেহাবশেষসহ হত্যার লেখা গেছে বলে জানিয়েছে দ্য ইরাবতী। মিয়ানমারের সামরিক বাহিনীর অন্যতম আমানবিক কাজ' দেওয়া এক বিবৃতিতে বলা হয়েছে, 'এটি সম্প্রতি মিয়ানমারে জান্তা সেনাদের অন্যতম প্রধান হত্যাকাণ্ড।' মিয়ানমারের গণতান্ত্রিক নির্বাচিত রাজনীতিবিদদের প্রতিষ্ঠিত নির্বাসিত জাতীয় ঐক্য সরকার (এনইউজি) চলতি বছরের মার্চ মাস পর্যন্ত মিয়ানমারজুড়ে জান্তা সেনাদের ৬৫টি গণহত্যার ঘটনা রেকর্ড করেছে। আর এসব হামলায় নিহত হয়েছেন কমপক্ষে ৭০৬ জন। [784,80,933,239]
table-body-right [483,249,933,1146]
case-cell: নারী ও শিশু মামলা নং- ৮১১/১৮, ধারা ২০০০ সালের নারী ও শিশু নির্যাতন দমন আইনের ১১(গ)/৩০ ধারা। [729,249,933,280]
accused-cell: ১। মোঃ জাহাঙ্গীর আলম, পিতা- মোঃ সাইদুল প্রাং, সাং- বাকুয়া, থানা- উল্লাপাড়া, জেলা- সিরাজগঞ্জ। [55,477,268,500]
serial-cell: ৫৫ [483,1060,516,1101]
table-row [483,1101,933,1123]
serial-cell: ৪৯ [483,920,516,942]
serial-cell: ০৫ [22,578,55,612]
case-cell: নারী ও শিশু মামলা নং- ৫১২/১৬, ধারা ২০০০ সালের নারী ও শিশু নির্যাতন দমন আইনের ১১(গ)/৩০ ধারা। [268,716,473,770]
serial-cell: ৫০ [483,941,516,963]
case-cell: নারী ও শিশু মামলা নং- ২১২/১৬, ধারা ২০০০ সালের নারী ও শিশু নির্যাতন দমন আইনের ৫/৭(১)/৩০ ধারা। [268,669,473,692]
serial-cell: ৩১ [483,374,516,396]
accused-cell: ১। মোঃ রুবেল হোসাইন, পিতা- মোঃ শফিকুল ইসলাম, সাং- দুর্গাদিয়া পশ্চিমপাড়া, থানা- শাহজাদপুর, জেলা- সিরাজগঞ্জ। [516,810,729,832]
article-col-5: পায় সেনারা তার মাকে নিয়ে যাচ্ছে। এসময় মাকে ছেড়ে দেওয়ার অনুরোধ করে জানান, তিনি পক্ষাঘাতগ্রস্ত এবং তাদের সাথে যেতে পারবেন না। তার ভাই তারা তার মায়ের পরিবর্তে ইউ কিয়াও থেইনকে নিয়ে যায়। নিহত ১৮ জনের মধ্যে ডিবিও রয়েছেন।' হামলার সময় যে তিন এবং তার পরিবার পুড়িয়ে মারা হয়েছে বলে জানান তিনি। সেনারা অতিকাদের জিজ্ঞাসাবাদ ও নির্যাতনের পর হত্যা করেছে। তাদের শিরশ্ছেদ ও দাহ করা হয়েছে। মৃতদের স্বজনরা পরে গ্রামবাসীরা জানান, আটক করেকজনকে জীবন্ত পুড়িয়ে মারা হয়েছে। ইরাবতী অবশ্য স্বাধীনভাবে এসব তথ্য যাচাই করতে [636,80,776,250]
page-number-badge: ৩ [893,38,929,74]
serial-cell: ১৭ [22,1022,55,1045]
accused-cell: ১। মোঃ ইলিয়াস সরকার, পিতা- মোঃ আমির সরকার, সাং- চুনতারা, থানা- উল্লাপাড়া, জেলা- সিরাজগঞ্জ। [55,692,268,715]
serial-cell: ৪০ [483,609,516,640]
case-cell: নারী ও শিশু মামলা নং- ১৪৮/১৯, ধারা ২০০০ সালের নারী ও শিশু নির্যাতন দমন আইনের ১১(গ)/৩০ ধারা। [729,440,933,471]
table-row [483,471,933,493]
notice-date: তারিখ- ০৭-০৫-২০২৩ খ্রিঃ [360,316,460,326]
case-cell: নারী ও শিশু মামলা নং- ৬৭/২০, ধারা ২০০০ সালের নারী ও শিশু নির্যাতন দমন আইনের ১১(গ)/৩০ ধারা। [729,703,933,725]
court-notice [12,246,933,1518]
signature-court: নারী ও শিশু নির্যাতন দমন ট্রাইব্যুনাল-১, [766,1207,909,1218]
table-row [483,747,933,769]
accused-cell: ১। মোঃ আজমাল শেখ, পিতা- মোঃ আঃ মজিদ শেখ, সাং- নন্দলালপুর, থানা- শাহজাদপুর, জেলা- সিরাজগঞ্জ। [516,1038,729,1060]
article-col-2: বয়সী, একজন সাত বছর বয়সী, নয় বছর বয়সী, ১৫ বছর বয়সীসহ সবচেয়েই পুরুষ ও নারীও রয়েছে। দ্য ইরাবতী বলছে, ওই গ্রামের কাছাকাছি প্রতিরোধ গোষ্ঠী কারেন ন্যাশনাল ইউনিয়নের সশস্ত্র শাখা কারেন ন্যাশনাল লিবারেশন আর্মির আক্রমণের জান্তা সেনারা ব্যাপক ক্ষয়ক্ষতির মুখে পড়ার পর বুধবার এই হত্যাকাণ্ডের ঘটনা ঘটে। হামলার পর মিয়ানমারের সেনা নিয়ম পিন হয়ে গ্রামে অভিযান চালায় এবং বাসিন্দাদের মতে, সেনারা যাকে সামনে পাওয়া গিয়েছিল তার ওপরই নির্যাতন করে সেনারা। এক গ্রামবাসী দ্য ইরাবতীকে জানান, তার [169,80,317,227]
article-headline: মিয়ানমারে সেনাবাহিনীর হামলায় ৫ শিশুসহ নিহত ১৮ [322,86,622,200]
accused-cell: ১। মোঃ আঃ মালেক, পিতা- মোঃ তোজাম, সাং- চর বালিঘুগরি, ইউপি- ছেনগাছা, থানা ও জেলা- সিরাজগঞ্জ। [55,454,268,477]
serial-cell: ২৭ [483,249,516,280]
case-cell: নারী ও শিশু মামলা নং- ৬৫৭/১৯, ধারা ২০০০ সালের নারী ও শিশু নির্যাতন দমন আইনের ১১(গ)/৩০ ধারা। [729,609,933,640]
table-row [22,545,473,579]
case-cell: নারী ও শিশু মামলা নং- ৬৫১/১৯, ধারা ২০০০ সালের নারী ও শিশু নির্যাতন দমন আইনের ১১(গ)/৩০ ধারা। [729,568,933,609]
case-cell: নারী ও শিশু মামলা নং- ১৮১/২০, ধারা ২০০০ সালের নারী ও শিশু নির্যাতন দমন আইনের ১১(গ)/৩০ ধারা। [729,810,933,832]
article-col-1-text: মিয়ানমারের সেনাবাহিনীর হামলায় ১৮ গ্রামবাসী নিহত হয়েছেন। নিহতদের মধ্যে পাঁচজন শিশু। গত বুধবার দক্ষিণ-পূর্ব এশিয়ার এই দেশটির বাগো অঞ্চলে হামলায় সেনাবাহিনীর প্রশাসনিক এই ঘটনা ঘটে। গত শনিবার এক প্রতিবেদনে এই তথ্য জানিয়েছে মিয়ানমারের সংবাদমাধ্যম দ্য ইরাবতী। প্রতিবেদনে বলা হয়েছে, মিয়ানমারের জান্তা সরকারের সেনারা গত বুধবার বাগো অঞ্চলের হতাতাতিন টাউনশিপে পাঁচ শিশুসহ ১৮ জন গ্রামবাসীকে হত্যা ও পুড়িয়ে দিয়েছে। নিহতদের মধ্যে দুইজন পাঁচ বছর [12,91,162,227]
case-cell: নারী ও শিশু মামলা নং- ৬৮৩/১৮, ধারা ২০০০ সালের নারী ও শিশু নির্যাতন দমন আইনের ১১(গ)/৩০ ধারা। [268,1274,473,1318]
case-cell: নারী ও শিশু মামলা নং- ৫৭/১৬, ধারা ২০০০ সালের নারী ও শিশু নির্যাতন দমন আইনের ১১(গ)/৩০ ধারা। [268,612,473,646]
table-row [483,302,933,343]
